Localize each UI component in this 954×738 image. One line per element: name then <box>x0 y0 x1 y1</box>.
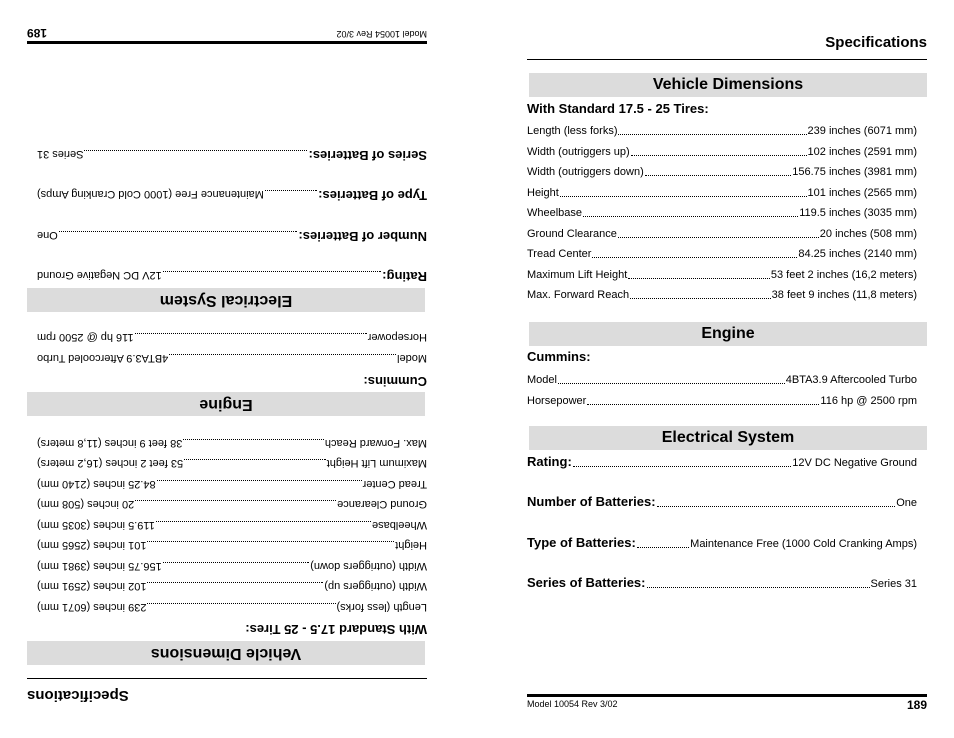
spec-label: Series of Batteries: <box>308 148 427 163</box>
right-page <box>477 0 954 738</box>
spec-label: Number of Batteries: <box>298 229 427 244</box>
dot-leader <box>573 466 791 467</box>
spec-row <box>37 187 427 202</box>
spec-value: 119.5 inches (3035 mm) <box>799 207 917 219</box>
spec-value: 102 inches (2591 mm) <box>807 146 917 158</box>
section-heading-vehicle-dimensions: Vehicle Dimensions <box>27 641 425 665</box>
dot-leader <box>183 439 324 440</box>
spec-row <box>527 145 917 159</box>
spec-value: 116 hp @ 2500 rpm <box>820 395 917 407</box>
spec-row <box>527 165 917 179</box>
spec-row <box>37 538 427 552</box>
spec-row <box>37 559 427 573</box>
subheading-tires: With Standard 17.5 - 25 Tires: <box>245 622 427 637</box>
spec-value: 116 hp @ 2500 rpm <box>37 331 134 343</box>
dot-leader <box>163 271 381 272</box>
spec-row <box>37 456 427 470</box>
spec-value: 38 feet 9 inches (11,8 meters) <box>771 289 917 301</box>
spec-label: Number of Batteries: <box>527 494 656 509</box>
dot-leader <box>630 298 771 299</box>
page-number: 189 <box>906 698 927 712</box>
spec-row <box>527 536 917 551</box>
spec-label: Ground Clearance <box>337 498 427 510</box>
section-heading-engine: Engine <box>27 392 425 416</box>
dot-leader <box>163 562 309 563</box>
spec-label: Width (outriggers down) <box>310 560 427 572</box>
section-heading-electrical-system: Electrical System <box>529 426 927 450</box>
dot-leader <box>156 521 371 522</box>
dot-leader <box>135 333 367 334</box>
subheading-cummins: Cummins: <box>363 374 427 389</box>
spec-row <box>527 227 917 241</box>
dot-leader <box>265 190 317 191</box>
page-title: Specifications <box>27 687 129 704</box>
spec-row <box>527 268 917 282</box>
spec-label: Rating: <box>527 454 572 469</box>
spec-value: 53 feet 2 inches (16,2 meters) <box>37 457 184 469</box>
spec-value: 38 feet 9 inches (11,8 meters) <box>37 437 183 449</box>
dot-leader <box>147 541 394 542</box>
spec-label: Length (less forks) <box>336 601 427 613</box>
spec-row <box>527 124 917 138</box>
spec-label: Height <box>527 187 559 199</box>
footer-rule <box>527 694 927 697</box>
spec-row <box>37 477 427 491</box>
spec-row <box>37 579 427 593</box>
dot-leader <box>184 459 326 460</box>
spec-label: Max. Forward Reach <box>527 289 630 301</box>
spec-label: Height <box>395 539 427 551</box>
spec-row <box>37 147 427 162</box>
spec-value: 20 inches (508 mm) <box>37 498 135 510</box>
spec-value: 101 inches (2565 mm) <box>37 539 147 551</box>
spec-row <box>527 495 917 510</box>
spec-row <box>37 518 427 532</box>
page-title: Specifications <box>825 34 927 51</box>
spec-value: 53 feet 2 inches (16,2 meters) <box>770 269 917 281</box>
spec-row <box>527 373 917 387</box>
dot-leader <box>592 257 797 258</box>
dot-leader <box>560 196 807 197</box>
dot-leader <box>558 383 785 384</box>
spec-label: Width (outriggers down) <box>527 166 644 178</box>
spec-value: 4BTA3.9 Aftercooled Turbo <box>785 374 917 386</box>
title-rule <box>527 59 927 60</box>
dot-leader <box>618 237 819 238</box>
spec-value: 4BTA3.9 Aftercooled Turbo <box>37 352 169 364</box>
spec-row <box>37 436 427 450</box>
dot-leader <box>618 134 806 135</box>
subheading-tires: With Standard 17.5 - 25 Tires: <box>527 101 709 116</box>
spec-row <box>527 206 917 220</box>
spec-label: Wheelbase <box>371 519 427 531</box>
footer-model-rev: Model 10054 Rev 3/02 <box>527 699 618 709</box>
dot-leader <box>59 231 298 232</box>
spec-row <box>527 288 917 302</box>
spec-label: Maximum Lift Height <box>527 269 628 281</box>
dot-leader <box>628 278 770 279</box>
spec-label: Horsepower <box>367 331 427 343</box>
spec-value: One <box>896 497 917 509</box>
spec-value: One <box>37 229 58 241</box>
dot-leader <box>587 404 819 405</box>
dot-leader <box>657 506 896 507</box>
spec-value: Maintenance Free (1000 Cold Cranking Amps) <box>690 538 917 550</box>
dot-leader <box>147 582 323 583</box>
spec-label: Length (less forks) <box>527 125 618 137</box>
spec-label: Ground Clearance <box>527 228 617 240</box>
section-heading-engine: Engine <box>529 322 927 346</box>
spec-row <box>37 268 427 283</box>
spec-label: Model <box>527 374 557 386</box>
spec-label: Type of Batteries: <box>318 188 427 203</box>
spec-row <box>527 247 917 261</box>
page-number: 189 <box>27 26 48 40</box>
spec-value: Maintenance Free (1000 Cold Cranking Amps) <box>37 188 264 200</box>
spec-row <box>527 186 917 200</box>
spec-value: 239 inches (6071 mm) <box>807 125 917 137</box>
dot-leader <box>84 150 307 151</box>
spec-value: 20 inches (508 mm) <box>819 228 917 240</box>
title-rule <box>27 678 427 679</box>
spec-label: Tread Center <box>527 248 592 260</box>
spec-value: 119.5 inches (3035 mm) <box>37 519 155 531</box>
dot-leader <box>157 480 362 481</box>
spec-row <box>37 497 427 511</box>
dot-leader <box>631 155 807 156</box>
subheading-cummins: Cummins: <box>527 349 591 364</box>
spec-label: Maximum Lift Height <box>326 457 427 469</box>
spec-row <box>527 576 917 591</box>
spec-value: 102 inches (2591 mm) <box>37 580 147 592</box>
spec-label: Wheelbase <box>527 207 583 219</box>
section-heading-electrical-system: Electrical System <box>27 288 425 312</box>
spec-label: Width (outriggers up) <box>324 580 427 592</box>
spec-label: Rating: <box>382 269 427 284</box>
spec-row <box>37 351 427 365</box>
spec-value: 156.75 inches (3981 mm) <box>37 560 162 572</box>
spec-label: Horsepower <box>527 395 587 407</box>
footer-model-rev: Model 10054 Rev 3/02 <box>336 29 427 39</box>
spec-value: 12V DC Negative Ground <box>37 269 162 281</box>
spec-value: 156.75 inches (3981 mm) <box>792 166 917 178</box>
spec-value: 239 inches (6071 mm) <box>37 601 147 613</box>
dot-leader <box>583 216 798 217</box>
dot-leader <box>637 547 689 548</box>
spec-label: Max. Forward Reach <box>324 437 427 449</box>
spec-label: Model <box>397 352 427 364</box>
dot-leader <box>647 587 870 588</box>
dot-leader <box>135 500 336 501</box>
spec-value: Series 31 <box>37 148 84 160</box>
dot-leader <box>645 175 791 176</box>
dot-leader <box>147 603 335 604</box>
spec-label: Series of Batteries: <box>527 575 646 590</box>
spec-value: 12V DC Negative Ground <box>792 457 917 469</box>
page-content-mirrored <box>27 0 427 738</box>
page-content <box>527 0 927 738</box>
dot-leader <box>169 354 396 355</box>
spec-row <box>527 455 917 470</box>
spec-value: Series 31 <box>870 578 917 590</box>
spec-row <box>527 394 917 408</box>
footer-rule <box>27 41 427 44</box>
spec-value: 84.25 inches (2140 mm) <box>798 248 917 260</box>
spec-value: 101 inches (2565 mm) <box>807 187 917 199</box>
spec-row <box>37 600 427 614</box>
spec-label: Width (outriggers up) <box>527 146 630 158</box>
spec-label: Tread Center <box>362 478 427 490</box>
spec-label: Type of Batteries: <box>527 535 636 550</box>
section-heading-vehicle-dimensions: Vehicle Dimensions <box>529 73 927 97</box>
spec-row <box>37 330 427 344</box>
spec-row <box>37 228 427 243</box>
spec-value: 84.25 inches (2140 mm) <box>37 478 156 490</box>
